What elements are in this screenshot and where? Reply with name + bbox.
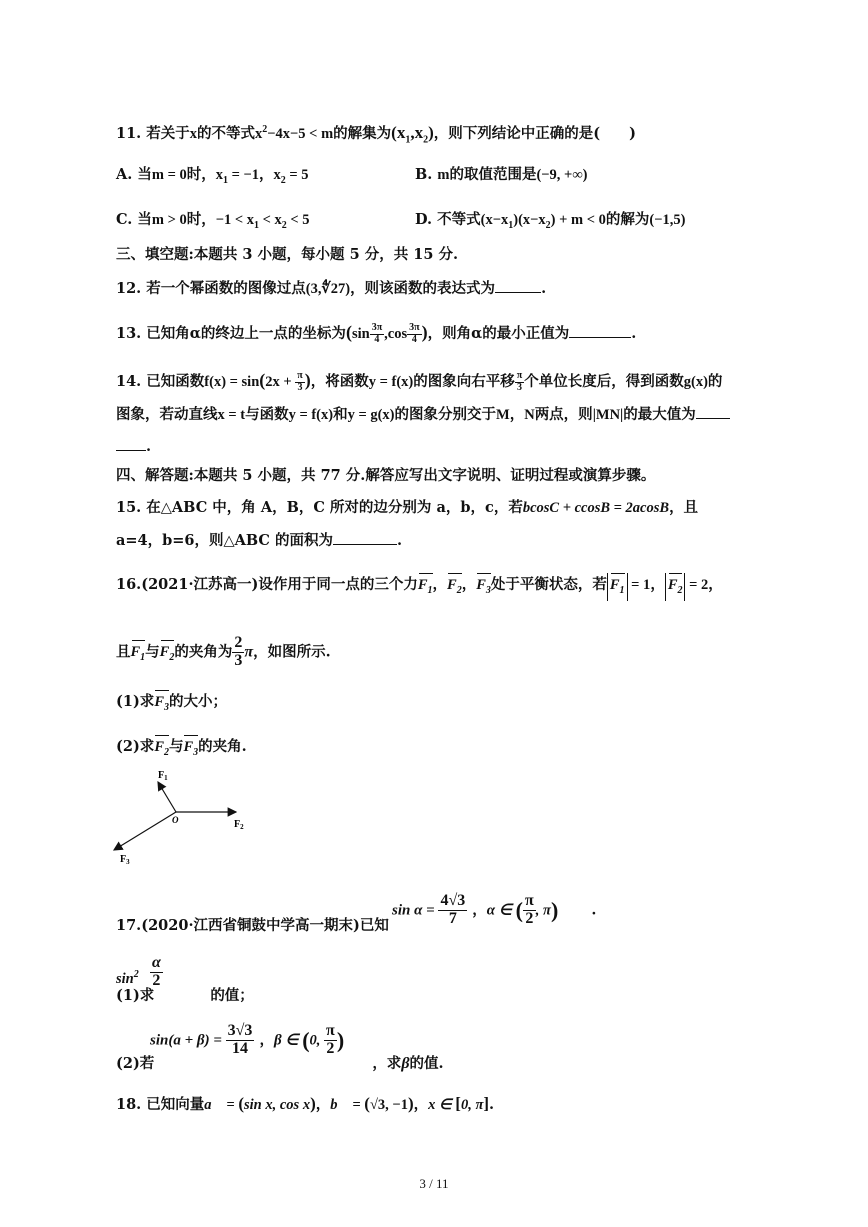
f1-label: $F_1$ — [158, 770, 168, 782]
q16-line2: 且$F_1$与$F_2$的夹角为 $\frac{2}{3}$ π，如图所示. — [116, 634, 331, 669]
q11-option-d: D. 不等式$(x-x_1)(x-x_2) + m < 0$的解为(−1,5) — [415, 211, 686, 231]
q17-part1: (1)求 的值； — [116, 987, 254, 1004]
q16-part2: (2)求$F_2$与$F_3$的夹角. — [116, 735, 247, 763]
q14-line3: . — [116, 436, 151, 457]
q11-option-a: A. 当m = 0时，$x_1 = -1$，$x_2 = 5$ — [116, 166, 309, 186]
q15-line2: a=4，b=6，则△ABC 的面积为 . — [116, 532, 403, 549]
q16-line1: 16.(2021·江苏高一)设作用于同一点的三个力$F_1$，$F_2$，$F_3$处于平衡状态，若 $F_1 = 1$， $F_2 = 2$， — [116, 573, 723, 601]
q17-part2-expr: sin(a + β) = $\frac{3√3}{14}$ ，β ∈ (0, $\frac{\pi}{2}$ ) — [150, 1022, 345, 1057]
origin-label: O — [172, 815, 179, 825]
q14-line1: 14. 已知函数f(x) = sin(2x + $\frac{\pi}{3}$ )，将函数y = f(x)的图象向右平移 $\frac{\pi}{3}$ 个单位长度后，得到函数g(x)的 — [116, 370, 723, 393]
force-diagram — [108, 765, 268, 875]
q17-part1-expr: $\sin^2$ — [116, 968, 139, 987]
section-3-heading: 三、填空题:本题共 3 小题，每小题 5 分，共 15 分. — [116, 246, 459, 263]
q14-line2: 图象，若动直线x = t与函数y = f(x)和y = g(x)的图象分别交于M，N两点，则|MN|的最大值为 — [116, 404, 730, 425]
section-4-heading: 四、解答题:本题共 5 小题，共 77 分.解答应写出文字说明、证明过程或演算步骤。 — [116, 467, 656, 484]
q17-part1-frac: $\frac{\alpha}{2}$ — [152, 954, 161, 989]
q11-option-b: B. m的取值范围是(−9, +∞) — [415, 166, 588, 183]
q17-given-expr: sin α = $\frac{4√3}{7}$ ，α ∈ ( $\frac{\pi}{2}$ , π) . — [392, 892, 597, 927]
f3-label: $F_3$ — [120, 854, 130, 866]
q15-line1: 15. 在△ABC 中，角 A，B，C 所对的边分别为 a，b，c，若bcosC + ccosB = 2acosB，且 — [116, 499, 699, 516]
page-number: 3 / 11 — [419, 1176, 449, 1191]
q13: 13. 已知角α的终边上一点的坐标为(sin $\frac{3\pi}{4}$ ,cos $\frac{3\pi}{4}$ )，则角α的最小正值为 . — [116, 322, 637, 345]
f3-vector — [114, 812, 176, 850]
q17-stem: 17.(2020·江西省铜鼓中学高一期末)已知 — [116, 917, 389, 934]
f2-label: $F_2$ — [234, 819, 244, 831]
q18: 18. 已知向量a⃗ = (sin x, cos x)，b⃗ = (√3, −1)，x ∈ [0, π]. — [116, 1094, 495, 1113]
q11-stem: 11. 若关于x的不等式$x^2-4x-5 < m$的解集为$(x_1,x_2)$，则下列结论中正确的是( ) — [116, 122, 636, 146]
q11-option-c: C. 当m > 0时，$-1 < x_1 < x_2 < 5$ — [116, 211, 310, 231]
q12: 12. 若一个幂函数的图像过点(3,∜27)，则该函数的表达式为 . — [116, 280, 547, 297]
q17-part2: (2)若 ，求β的值. — [116, 1055, 444, 1072]
q16-part1: (1)求$F_3$的大小； — [116, 690, 227, 718]
f1-vector — [158, 782, 176, 812]
